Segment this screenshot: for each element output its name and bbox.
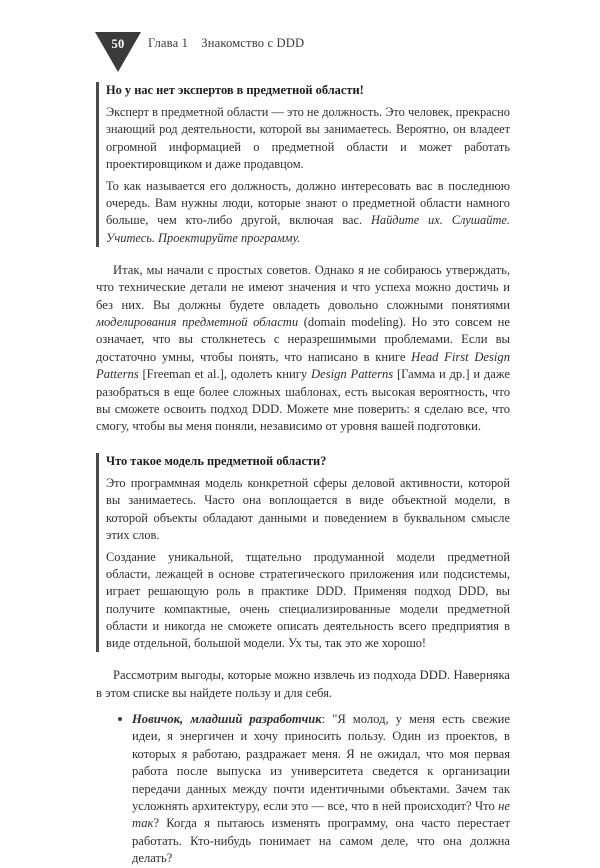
body-p1-seg1: Итак, мы начали с простых советов. Однако я не собираюсь утверждать, что технические детали не имеют значения и что успеха можно достичь и без них. Вы должны будете овладеть довольно сложными понятиями — [96, 262, 510, 312]
sidebar-one-title: Но у нас нет экспертов в предметной области! — [106, 83, 364, 97]
chapter-title: Глава 1 Знакомство с DDD — [148, 36, 305, 50]
sidebar-one-paragraph-2 — [106, 178, 510, 247]
body-p1-seg3: [Freeman et al.], одолеть книгу — [138, 367, 312, 382]
sidebar-one-emphasis: Найдите их. Слушайте. Учитесь. Проектируйте программу. — [106, 213, 510, 245]
bullet-dot-icon — [118, 717, 122, 721]
sidebar-two-paragraph-1: Это программная модель конкретной сферы деловой активности, которой вы занимаетесь. Часто она воплощается в виде объектной модели, в которой объекты обладают данными и поведением в буквальном смысле этих слов. — [106, 476, 510, 542]
sidebar-one-paragraph-2-text: То как называется его должность, должно интересовать вас в последнюю очередь. Вам нужны люди, которые знают о предметной области намного больше, чем кто-либо другой, включая вас. — [106, 179, 510, 228]
sidebar-one-paragraph-1: Эксперт в предметной области — это не должность. Это человек, прекрасно знающий род деятельности, которой вы занимаетесь. Вероятно, он владеет огромной информацией о предметной области и может работать проектировщиком и даже продавцом. — [106, 105, 510, 171]
body-paragraph-1 — [96, 262, 510, 436]
sidebar-note-domain-model — [96, 453, 510, 652]
sidebar-two-title: Что такое модель предметной области? — [106, 453, 327, 468]
list-item-text-2: ? Когда я пытаюсь изменять программу, она часто перестает работать. Кто-нибудь понимает на самом деле, что она должна делать? — [132, 816, 510, 866]
sidebar-two-paragraph-2: Создание уникальной, тщательно продуманной модели предметной области, лежащей в основе стратегического приложения или подсистемы, играет решающую роль в практике DDD. Применяя подход DDD, вы получите компактные, очень специализированные модели предметной области и никогда не сможете описать деятельность всего предприятия в виде отдельной, большой модели. Ух ты, так это же хорошо! — [106, 549, 510, 650]
list-item — [96, 711, 510, 868]
body-p1-booktitle-1: Head First Design Patterns — [96, 349, 510, 382]
body-p1-emphasis-1: моделирования предметной области — [96, 315, 299, 330]
list-item-text-1: : "Я молод, у меня есть свежие идеи, я энергичен и хочу приносить пользу. Один из проектов, в которых я работаю, раздражает меня. Я не ожидал, что моя первая работа после выпуска из университета сведется к организации передачи данных между почти идентичными объектами. Зачем так усложнять архитектуру, если это — все, что в ней происходит? Что — [132, 711, 510, 813]
body-paragraph-2: Рассмотрим выгоды, которые можно извлечь из подхода DDD. Наверняка в этом списке вы найдете пользу и для себя. — [96, 668, 510, 700]
body-p1-booktitle-2: Design Patterns — [311, 367, 394, 382]
benefits-list — [96, 711, 510, 868]
list-item-label: Новичок, младший разработчик — [132, 711, 322, 726]
page-number: 50 — [111, 37, 125, 51]
body-p1-seg2: (domain modeling). Но это совсем не означает, что вы столкнетесь с неразрешимыми проблемами. Если вы достаточно умны, чтобы понять, что написано в книге — [96, 315, 510, 364]
page-number-badge — [95, 32, 141, 72]
sidebar-note-experts — [96, 82, 510, 247]
running-head — [0, 30, 600, 74]
body-p1-seg4: [Гамма и др.] и даже разобраться в еще более сложных шаблонах, есть высокая вероятность, что вы сможете освоить подход DDD. Можете мне поверить: я сделаю все, что смогу, чтобы вы меня поняли, независимо от уровня вашей подготовки. — [96, 367, 510, 434]
list-item-emphasis: не так — [132, 798, 510, 831]
